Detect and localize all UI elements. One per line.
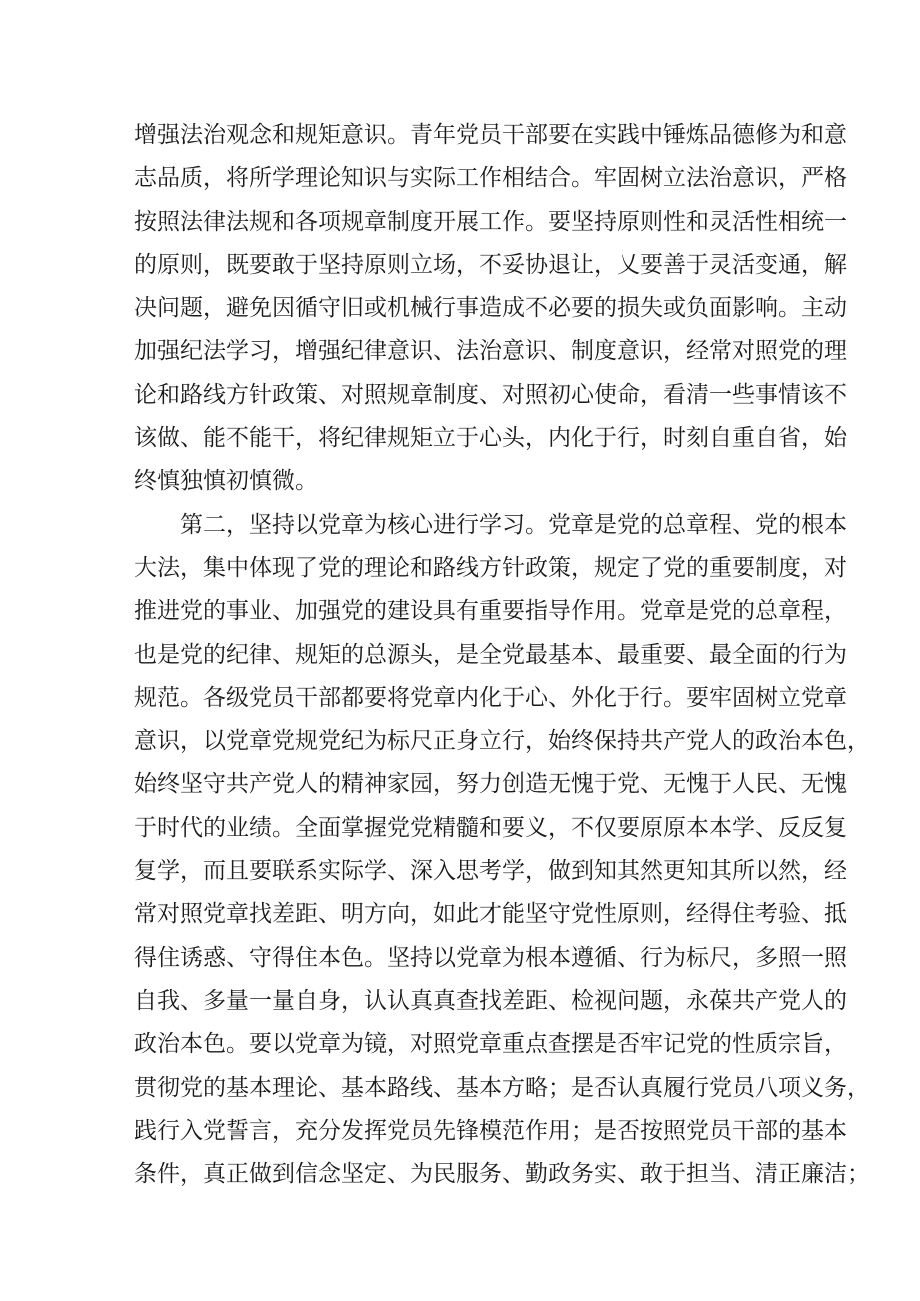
text-line: 该做、能不能干，将纪律规矩立于心头，内化于行，时刻自重自省，始 [134, 425, 847, 452]
text-line: 按照法律法规和各项规章制度开展工作。要坚持原则性和灵活性相统一 [134, 208, 847, 235]
text-line: 始终坚守共产党人的精神家园，努力创造无愧于党、无愧于人民、无愧 [134, 771, 847, 798]
text-line: 条件，真正做到信念坚定、为民服务、勤政务实、敢于担当、清正廉洁； [134, 1161, 870, 1188]
text-line: 加强纪法学习，增强纪律意识、法治意识、制度意识，经常对照党的理 [134, 338, 847, 365]
text-line: 于时代的业绩。全面掌握党党精髓和要义，不仅要原原本本学、反反复 [134, 814, 847, 841]
text-line: 规范。各级党员干部都要将党章内化于心、外化于行。要牢固树立党章 [134, 684, 847, 711]
text-line: 志品质，将所学理论知识与实际工作相结合。牢固树立法治意识，严格 [134, 165, 847, 192]
text-line: 得住诱惑、守得住本色。坚持以党章为根本遵循、行为标尺，多照一照 [134, 944, 847, 971]
text-line: 推进党的事业、加强党的建设具有重要指导作用。党章是党的总章程， [134, 598, 847, 625]
text-line: 增强法治观念和规矩意识。青年党员干部要在实践中锤炼品德修为和意 [134, 122, 847, 148]
text-line: 终慎独慎初慎微。 [134, 468, 318, 495]
paragraph [134, 504, 870, 1197]
text-line: 也是党的纪律、规矩的总源头，是全党最基本、最重要、最全面的行为 [134, 641, 847, 668]
text-line: 意识，以党章党规党纪为标尺正身立行，始终保持共产党人的政治本色， [134, 728, 870, 755]
text-line: 决问题，避免因循守旧或机械行事造成不必要的损失或负面影响。主动 [134, 295, 847, 322]
text-line: 的原则，既要敢于坚持原则立场，不妥协退让，乂要善于灵活变通，解 [134, 251, 847, 278]
text-line: 复学，而且要联系实际学、深入思考学，做到知其然更知其所以然，经 [134, 858, 847, 885]
text-line: 自我、多量一量自身，认认真真查找差距、检视问题，永葆共产党人的 [134, 987, 847, 1014]
text-line: 论和路线方针政策、对照规章制度、对照初心使命，看清一些事情该不 [134, 381, 847, 408]
text-line: 常对照党章找差距、明方向，如此才能坚守党性原则，经得住考验、抵 [134, 901, 847, 928]
text-line: 政治本色。要以党章为镜，对照党章重点查摆是否牢记党的性质宗旨， [134, 1031, 847, 1058]
text-line: 第二，坚持以党章为核心进行学习。党章是党的总章程、党的根本 [180, 511, 847, 538]
text-line: 贯彻党的基本理论、基本路线、基本方略；是否认真履行党员八项义务， [134, 1074, 870, 1101]
text-line: 大法，集中体现了党的理论和路线方针政策，规定了党的重要制度，对 [134, 554, 847, 581]
text-line: 践行入党誓言，充分发挥党员先锋模范作用；是否按照党员干部的基本 [134, 1117, 847, 1144]
paragraph [134, 114, 847, 504]
document-body [134, 114, 870, 1196]
